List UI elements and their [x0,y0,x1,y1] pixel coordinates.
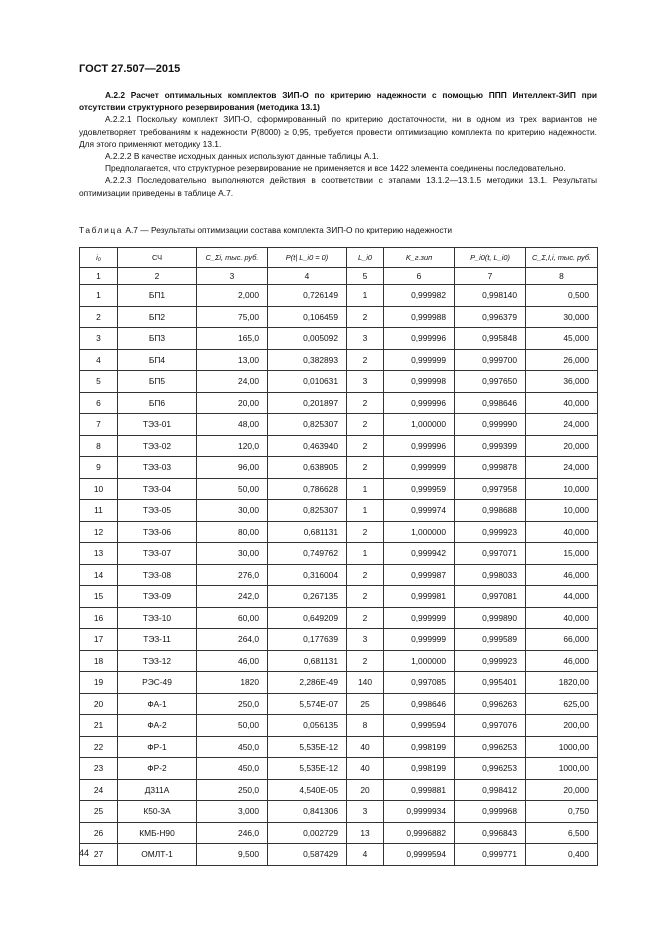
table-cell: 8 [80,435,118,457]
table-cell: 3 [347,629,384,651]
table-cell: 0,999771 [455,844,526,866]
table-cell: 3 [347,328,384,350]
table-cell: 0,649209 [268,607,347,629]
table-cell: К50-3А [118,801,197,823]
table-row [80,392,598,414]
table-cell: 3 [347,801,384,823]
table-cell: БП6 [118,392,197,414]
table-cell: ТЭЗ-02 [118,435,197,457]
table-cell: 0,997085 [384,672,455,694]
table-row [80,693,598,715]
table-row [80,844,598,866]
column-header: K_г.зип [384,248,455,268]
table-cell: 18 [80,650,118,672]
table-cell: 27 [80,844,118,866]
table-cell: 46,000 [526,564,598,586]
table-cell: 5,574E-07 [268,693,347,715]
table-cell: 0,998199 [384,758,455,780]
table-cell: 250,0 [197,693,268,715]
table-cell: ТЭЗ-12 [118,650,197,672]
table-cell: 5,535E-12 [268,736,347,758]
table-cell: 0,681131 [268,650,347,672]
table-cell: 1,000000 [384,521,455,543]
table-cell: ТЭЗ-06 [118,521,197,543]
table-cell: 0,998412 [455,779,526,801]
table-cell: 46,00 [197,650,268,672]
table-cell: 24,000 [526,414,598,436]
table-cell: 0,996253 [455,736,526,758]
table-cell: ТЭЗ-04 [118,478,197,500]
section-heading: А.2.2 Расчет оптимальных комплектов ЗИП-О по критерию надежности с помощью ППП Интеллект-ЗИП при отсутствии структурного резервирования (методика 13.1) [79,90,597,113]
table-row [80,715,598,737]
table-cell: 0,999999 [384,607,455,629]
table-cell: 13,00 [197,349,268,371]
table-cell: 0,999968 [455,801,526,823]
table-cell: 0,999982 [384,285,455,307]
table-cell: 0,750 [526,801,598,823]
table-cell: БП3 [118,328,197,350]
table-cell: 15 [80,586,118,608]
table-cell: 140 [347,672,384,694]
table-cell: 60,00 [197,607,268,629]
table-row [80,349,598,371]
table-cell: 0,999998 [384,371,455,393]
table-cell: 120,0 [197,435,268,457]
column-number: 8 [526,268,598,285]
table-cell: 3,000 [197,801,268,823]
table-row [80,543,598,565]
table-cell: 0,999923 [455,650,526,672]
table-cell: 0,681131 [268,521,347,543]
table-cell: БП5 [118,371,197,393]
column-number: 3 [197,268,268,285]
table-cell: 0,999881 [384,779,455,801]
table-caption-text: А.7 — Результаты оптимизации состава комплекта ЗИП-О по критерию надежности [123,225,453,235]
table-row [80,779,598,801]
table-cell: 0,998033 [455,564,526,586]
table-cell: 2 [347,650,384,672]
column-header: СЧ [118,248,197,268]
table-cell: 4 [80,349,118,371]
table-cell: 10 [80,478,118,500]
table-cell: 0,998140 [455,285,526,307]
table-row [80,285,598,307]
section-text [79,89,597,199]
table-cell: 9 [80,457,118,479]
table-cell: 4 [347,844,384,866]
table-cell: 1,000000 [384,414,455,436]
results-table [79,247,598,866]
table-cell: 2 [347,607,384,629]
table-cell: БП2 [118,306,197,328]
paragraph: А.2.2.3 Последовательно выполняются действия в соответствии с этапами 13.1.2—13.1.5 методики 13.1. Результаты оптимизации приведены в таблице А.7. [79,175,597,198]
table-cell: 13 [347,822,384,844]
table-cell: 14 [80,564,118,586]
table-cell: 0,999996 [384,392,455,414]
paragraph: А.2.2.2 В качестве исходных данных используют данные таблицы А.1. [105,151,379,162]
table-cell: 0,996843 [455,822,526,844]
table-cell: 2 [347,586,384,608]
table-cell: 40 [347,758,384,780]
table-cell: 0,996253 [455,758,526,780]
table-cell: 165,0 [197,328,268,350]
table-cell: 44,000 [526,586,598,608]
table-cell: 0,382893 [268,349,347,371]
table-row [80,672,598,694]
table-cell: 50,00 [197,715,268,737]
table-cell: 25 [80,801,118,823]
table-row [80,371,598,393]
table-cell: 0,005092 [268,328,347,350]
table-cell: 0,9999594 [384,844,455,866]
table-cell: 21 [80,715,118,737]
table-cell: 20,000 [526,435,598,457]
table-cell: 0,999890 [455,607,526,629]
table-cell: 0,999999 [384,349,455,371]
table-row [80,564,598,586]
table-cell: 26 [80,822,118,844]
table-cell: 40,000 [526,607,598,629]
table-cell: 450,0 [197,758,268,780]
column-header: C_Σi, тыс. руб. [197,248,268,268]
table-cell: ТЭЗ-03 [118,457,197,479]
table-cell: 26,000 [526,349,598,371]
table-cell: ТЭЗ-11 [118,629,197,651]
table-cell: 2 [347,435,384,457]
table-cell: ТЭЗ-01 [118,414,197,436]
table-cell: 2 [347,349,384,371]
table-cell: 1820,00 [526,672,598,694]
table-cell: 0,786628 [268,478,347,500]
table-cell: 0,638905 [268,457,347,479]
table-cell: 0,463940 [268,435,347,457]
table-row [80,457,598,479]
table-cell: 9,500 [197,844,268,866]
table-row [80,801,598,823]
table-cell: 0,056135 [268,715,347,737]
table-cell: РЭС-49 [118,672,197,694]
table-cell: 0,998688 [455,500,526,522]
table-cell: БП1 [118,285,197,307]
table-cell: 0,996263 [455,693,526,715]
table-cell: 3 [80,328,118,350]
table-cell: 0,997081 [455,586,526,608]
table-cell: 5,535E-12 [268,758,347,780]
table-cell: ТЭЗ-10 [118,607,197,629]
table-cell: 0,999990 [455,414,526,436]
table-cell: 625,00 [526,693,598,715]
table-row [80,500,598,522]
table-cell: 246,0 [197,822,268,844]
paragraph: А.2.2.1 Поскольку комплект ЗИП-О, сформированный по критерию достаточности, ни в одном из трех вариантов не удовлетворяет требованиям к надежности P(8000) ≥ 0,95, требуется провести оптимизацию комплекта по критерию надежности. Для этого применяют методику 13.1. [79,114,597,149]
table-cell: 0,002729 [268,822,347,844]
table-row [80,478,598,500]
table-cell: 45,000 [526,328,598,350]
table-cell: 7 [80,414,118,436]
table-cell: ФА-2 [118,715,197,737]
table-cell: 40,000 [526,521,598,543]
column-header: P(t| L_i0 = 0) [268,248,347,268]
table-cell: 0,400 [526,844,598,866]
table-cell: 0,998646 [455,392,526,414]
table-cell: 0,999981 [384,586,455,608]
table-cell: 96,00 [197,457,268,479]
table-cell: 20,00 [197,392,268,414]
table-caption [79,225,452,235]
table-row [80,435,598,457]
table-cell: ФР-2 [118,758,197,780]
table-cell: 3 [347,371,384,393]
table-cell: 17 [80,629,118,651]
table-cell: 0,997650 [455,371,526,393]
table-cell: 0,995848 [455,328,526,350]
table-cell: 2 [347,392,384,414]
table-row [80,822,598,844]
table-cell: 2 [347,414,384,436]
table-cell: 13 [80,543,118,565]
table-cell: 0,9999934 [384,801,455,823]
table-cell: 264,0 [197,629,268,651]
table-cell: ТЭЗ-08 [118,564,197,586]
table-cell: 450,0 [197,736,268,758]
table-cell: 20,000 [526,779,598,801]
column-number-row [80,268,598,285]
table-cell: 0,726149 [268,285,347,307]
table-cell: 0,749762 [268,543,347,565]
table-cell: 0,999987 [384,564,455,586]
table-cell: 250,0 [197,779,268,801]
table-cell: 2,000 [197,285,268,307]
column-header: P_i0(t, L_i0) [455,248,526,268]
paragraph: Предполагается, что структурное резервирование не применяется и все 1422 элемента соединены последовательно. [105,163,566,174]
table-caption-prefix: Таблица [79,225,124,235]
table-cell: 0,177639 [268,629,347,651]
table-row [80,629,598,651]
table-cell: 48,00 [197,414,268,436]
table-cell: 0,999999 [384,457,455,479]
table-cell: 2 [80,306,118,328]
table-cell: 0,999996 [384,328,455,350]
table-cell: 0,999923 [455,521,526,543]
table-cell: 0,999999 [384,629,455,651]
table-row [80,521,598,543]
table-cell: 0,999878 [455,457,526,479]
table-cell: ФА-1 [118,693,197,715]
table-cell: 10,000 [526,500,598,522]
table-cell: 0,106459 [268,306,347,328]
table-cell: 0,267135 [268,586,347,608]
table-cell: 0,999700 [455,349,526,371]
column-number: 7 [455,268,526,285]
table-cell: 2 [347,564,384,586]
table-cell: 0,995401 [455,672,526,694]
table-cell: 0,316004 [268,564,347,586]
table-cell: 2 [347,521,384,543]
table-cell: 0,997071 [455,543,526,565]
column-header: L_i0 [347,248,384,268]
column-number: 4 [268,268,347,285]
table-cell: 24 [80,779,118,801]
table-cell: ТЭЗ-09 [118,586,197,608]
table-cell: 46,000 [526,650,598,672]
table-cell: 0,999942 [384,543,455,565]
table-cell: 0,010631 [268,371,347,393]
table-cell: 1 [347,500,384,522]
table-cell: 2,286E-49 [268,672,347,694]
table-cell: 1 [347,285,384,307]
table-row [80,650,598,672]
table-cell: 2 [347,306,384,328]
table-cell: 0,996379 [455,306,526,328]
table-cell: БП4 [118,349,197,371]
table-cell: 30,000 [526,306,598,328]
table-cell: 0,997076 [455,715,526,737]
table-cell: Д311А [118,779,197,801]
table-cell: 200,00 [526,715,598,737]
column-number: 6 [384,268,455,285]
table-cell: 0,500 [526,285,598,307]
table-cell: 19 [80,672,118,694]
table-cell: ФР-1 [118,736,197,758]
table-cell: 1000,00 [526,736,598,758]
table-cell: 20 [80,693,118,715]
table-cell: 1 [80,285,118,307]
table-cell: 1 [347,543,384,565]
table-cell: 66,000 [526,629,598,651]
column-header: C_Σ,I,i, тыс. руб. [526,248,598,268]
table-cell: 0,9996882 [384,822,455,844]
table-row [80,607,598,629]
table-header-row [80,248,598,268]
table-cell: 6 [80,392,118,414]
table-cell: 20 [347,779,384,801]
table-row [80,586,598,608]
table-cell: 30,00 [197,500,268,522]
table-cell: 15,000 [526,543,598,565]
table-cell: 2 [347,457,384,479]
table-cell: 242,0 [197,586,268,608]
table-cell: 22 [80,736,118,758]
table-cell: 1,000000 [384,650,455,672]
table-cell: 5 [80,371,118,393]
table-cell: 10,000 [526,478,598,500]
table-row [80,328,598,350]
table-cell: 23 [80,758,118,780]
table-cell: 80,00 [197,521,268,543]
table-cell: 11 [80,500,118,522]
table-cell: 1820 [197,672,268,694]
table-cell: 0,999996 [384,435,455,457]
table-cell: 40 [347,736,384,758]
table-cell: 0,587429 [268,844,347,866]
table-row [80,306,598,328]
column-header: i₀ [80,248,118,268]
table-cell: 8 [347,715,384,737]
table-cell: 25 [347,693,384,715]
table-row [80,736,598,758]
table-cell: ОМЛТ-1 [118,844,197,866]
table-cell: 0,998199 [384,736,455,758]
document-id: ГОСТ 27.507—2015 [79,63,181,75]
table-cell: 75,00 [197,306,268,328]
table-cell: 16 [80,607,118,629]
table-cell: 0,999589 [455,629,526,651]
table-cell: 0,201897 [268,392,347,414]
table-cell: 1000,00 [526,758,598,780]
table-cell: ТЭЗ-05 [118,500,197,522]
column-number: 5 [347,268,384,285]
table-cell: 0,841306 [268,801,347,823]
table-cell: 4,540E-05 [268,779,347,801]
table-cell: 50,00 [197,478,268,500]
table-cell: 0,999594 [384,715,455,737]
table-cell: 6,500 [526,822,598,844]
table-cell: 0,997958 [455,478,526,500]
table-cell: 0,999399 [455,435,526,457]
table-cell: 0,825307 [268,414,347,436]
column-number: 2 [118,268,197,285]
table-cell: 1 [347,478,384,500]
table-cell: 36,000 [526,371,598,393]
page-number: 44 [79,848,90,858]
table-cell: 0,999959 [384,478,455,500]
table-cell: 0,999974 [384,500,455,522]
table-cell: 24,000 [526,457,598,479]
table-cell: 40,000 [526,392,598,414]
column-number: 1 [80,268,118,285]
table-row [80,758,598,780]
table-cell: КМБ-Н90 [118,822,197,844]
table-cell: 0,998646 [384,693,455,715]
table-cell: 24,00 [197,371,268,393]
table-cell: 0,999988 [384,306,455,328]
table-cell: 12 [80,521,118,543]
table-cell: ТЭЗ-07 [118,543,197,565]
table-row [80,414,598,436]
table-cell: 276,0 [197,564,268,586]
table-cell: 30,00 [197,543,268,565]
table-cell: 0,825307 [268,500,347,522]
